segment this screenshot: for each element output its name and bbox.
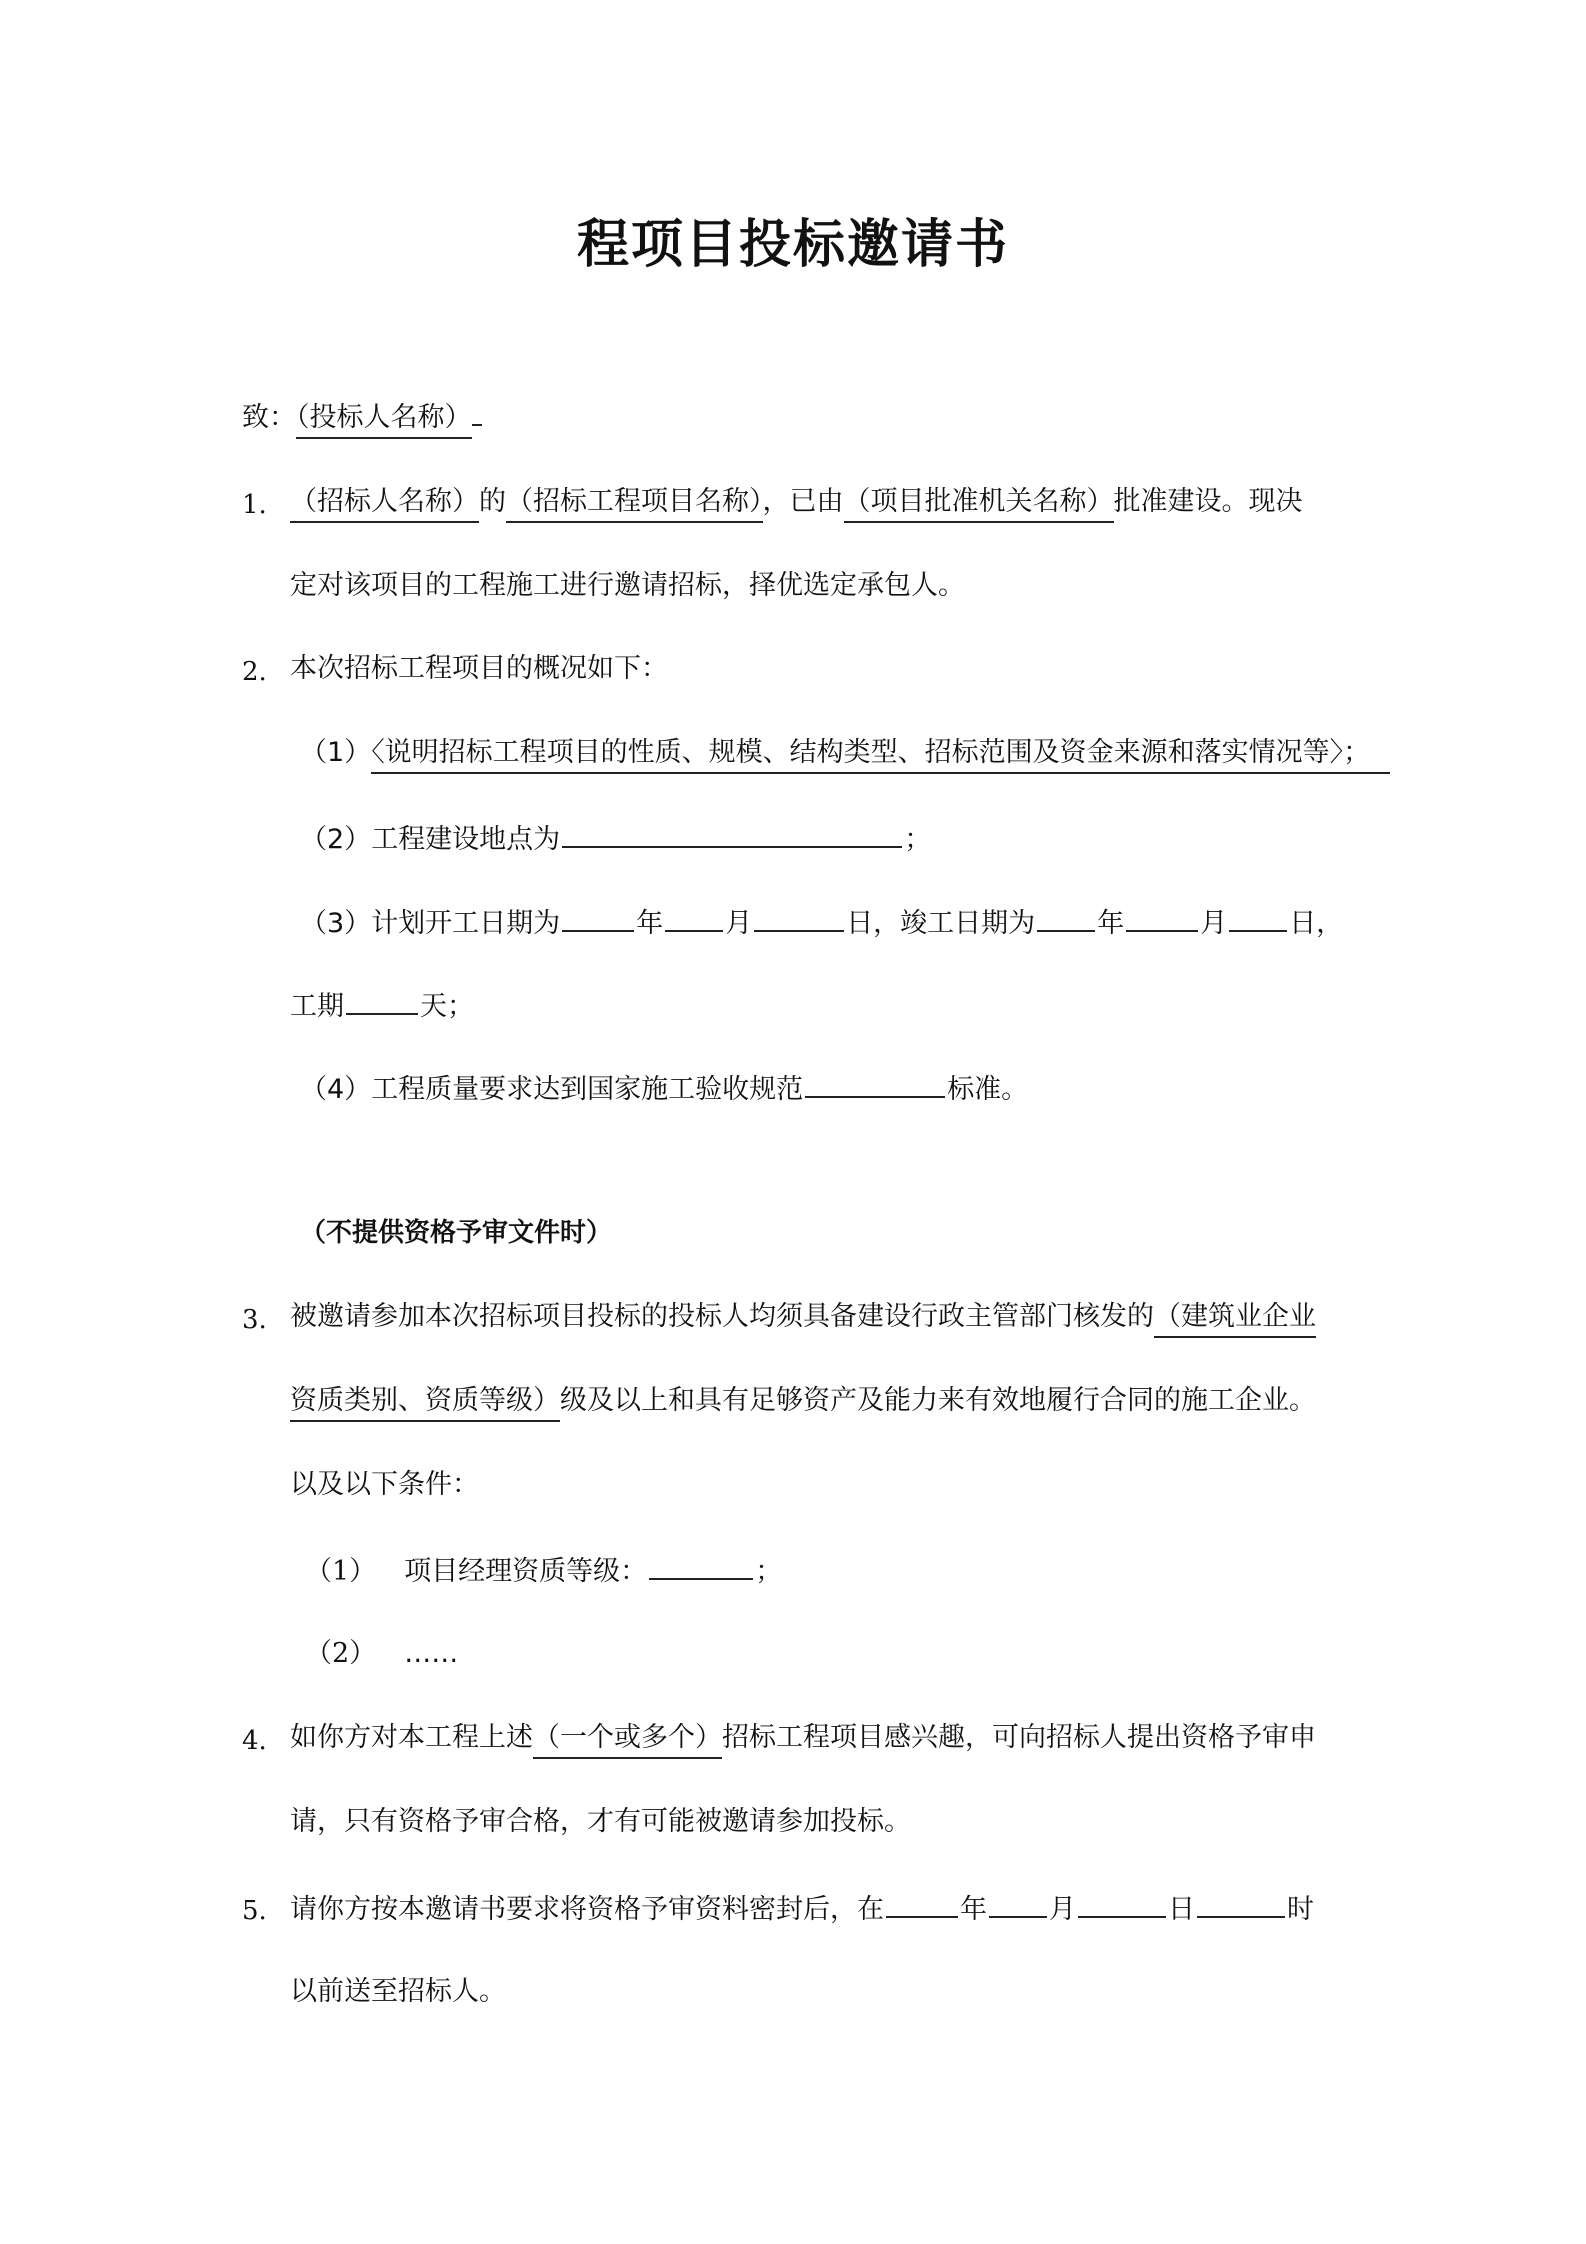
item-1-number: 1. — [242, 490, 267, 520]
end-year-blank — [1037, 902, 1095, 932]
addressee-name: （投标人名称） — [296, 402, 472, 439]
item-4-line-2: 请，只有资格予审合格，才有可能被邀请参加投标。 — [290, 1806, 911, 1837]
end-day-blank — [1229, 902, 1287, 932]
approval-authority-field: （项目批准机关名称） — [844, 486, 1114, 523]
submit-year-blank — [886, 1888, 958, 1918]
item-2-text: 本次招标工程项目的概况如下： — [290, 653, 668, 684]
quality-standard-blank — [805, 1068, 945, 1098]
item-3-line-1: 被邀请参加本次招标项目投标的投标人均须具备建设行政主管部门核发的（建筑业企业 — [290, 1297, 1316, 1337]
item-2-sub-1: （1）〈说明招标工程项目的性质、规模、结构类型、招标范围及资金来源和落实情况等〉； — [300, 733, 1390, 773]
item-3-line-3: 以及以下条件： — [290, 1469, 479, 1500]
project-count-field: （一个或多个） — [533, 1722, 722, 1759]
submit-month-blank — [989, 1888, 1047, 1918]
note-no-prequalification: （不提供资格予审文件时） — [300, 1218, 613, 1248]
addressee-line — [242, 398, 482, 438]
item-5-line-1: 请你方按本邀请书要求将资格予审资料密封后，在 年 月 日 时 — [290, 1888, 1314, 1930]
item-2-sub-4: （4）工程质量要求达到国家施工验收规范 标准。 — [300, 1068, 1028, 1110]
submit-day-blank — [1078, 1888, 1166, 1918]
item-4-number: 4. — [242, 1726, 267, 1756]
item-5-line-2: 以前送至招标人。 — [290, 1976, 506, 2007]
item-1-line-2: 定对该项目的工程施工进行邀请招标，择优选定承包人。 — [290, 570, 965, 601]
pm-qualification-blank — [649, 1550, 753, 1580]
start-month-blank — [665, 902, 723, 932]
item-3-number: 3. — [242, 1305, 267, 1335]
item-4-line-1: 如你方对本工程上述（一个或多个）招标工程项目感兴趣，可向招标人提出资格予审申 — [290, 1718, 1316, 1758]
item-2-number: 2. — [242, 657, 267, 687]
project-name-field: （招标工程项目名称） — [506, 486, 763, 523]
submit-hour-blank — [1197, 1888, 1285, 1918]
qualification-grade-field: 资质类别、资质等级） — [290, 1385, 560, 1422]
start-year-blank — [562, 902, 634, 932]
item-2-sub-2: （2）工程建设地点为 ； — [300, 818, 931, 860]
item-3-sub-1: （1） 项目经理资质等级： ； — [305, 1550, 782, 1592]
duration-blank — [346, 985, 418, 1015]
construction-location-blank — [562, 818, 902, 848]
start-day-blank — [754, 902, 844, 932]
item-2-sub-3: （3）计划开工日期为 年 月 日，竣工日期为 年 月 日， — [300, 902, 1343, 944]
end-month-blank — [1126, 902, 1198, 932]
addressee-prefix: 致： — [242, 402, 296, 433]
project-description-field: 〈说明招标工程项目的性质、规模、结构类型、招标范围及资金来源和落实情况等〉； — [371, 737, 1390, 774]
item-1-line-1: （招标人名称）的（招标工程项目名称），已由（项目批准机关名称）批准建设。现决 — [290, 482, 1303, 522]
item-5-number: 5. — [242, 1896, 267, 1926]
document-title: 程项目投标邀请书 — [576, 215, 1009, 275]
tenderer-name-field: （招标人名称） — [290, 486, 479, 523]
item-3-sub-2: （2） …… — [305, 1638, 459, 1669]
item-3-line-2: 资质类别、资质等级）级及以上和具有足够资产及能力来有效地履行合同的施工企业。 — [290, 1381, 1316, 1421]
qualification-category-field: （建筑业企业 — [1154, 1301, 1316, 1338]
item-2-sub-3-line-2: 工期 天； — [290, 985, 474, 1027]
